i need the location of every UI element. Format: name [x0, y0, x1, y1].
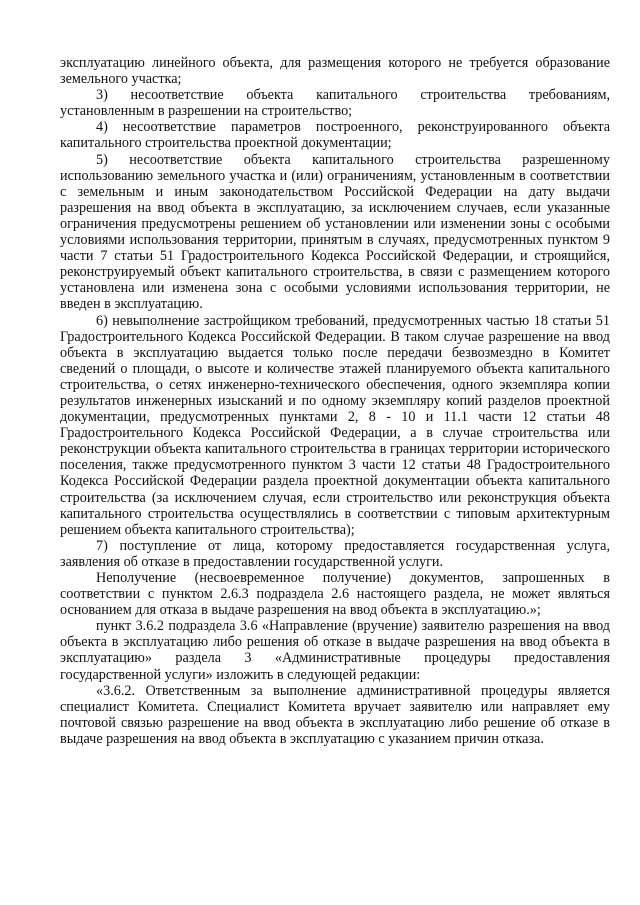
paragraph-item-4: 4) несоответствие параметров построенного, реконструированного объекта капитального строительства проектной документации; — [60, 119, 610, 152]
paragraph-item-5: 5) несоответствие объекта капитального строительства разрешенному использованию земельного участка и (или) ограничениям, установленным в соответствии с земельным и иным законодательством Российской Федерации на дату выдачи разрешения на ввод объекта в эксплуатацию, за исключением случаев, если указанные ограничения предусмотрены решением об установлении или изменении зоны с особыми условиями использования территории, принятым в случаях, предусмотренных пунктом 9 части 7 статьи 51 Градостроительного Кодекса Российской Федерации, и строящийся, реконструируемый объект капитального строительства, в связи с размещением которого установлена или изменена зона с особыми условиями использования территории, не введен в эксплуатацию. — [60, 151, 610, 313]
document-page — [60, 55, 610, 747]
paragraph-clause-3-6-2: пункт 3.6.2 подраздела 3.6 «Направление (вручение) заявителю разрешения на ввод объекта в эксплуатацию либо решения об отказе в выдаче разрешения на ввод объекта в эксплуатацию» раздела 3 «Административные процедуры предоставления государственной услуги» изложить в следующей редакции: — [60, 618, 610, 683]
paragraph-item-7: 7) поступление от лица, которому предоставляется государственная услуга, заявления об отказе в предоставлении государственной услуги. — [60, 537, 610, 570]
paragraph-new-wording: «3.6.2. Ответственным за выполнение административной процедуры является специалист Комитета. Специалист Комитета вручает заявителю или направляет ему почтовой связью разрешение на ввод объекта в эксплуатацию либо решение об отказе в выдаче разрешения на ввод объекта в эксплуатацию с указанием причин отказа. — [60, 682, 610, 747]
paragraph-item-6: 6) невыполнение застройщиком требований, предусмотренных частью 18 статьи 51 Градостроительного Кодекса Российской Федерации. В таком случае разрешение на ввод объекта в эксплуатацию выдается только после передачи безвозмездно в Комитет сведений о площади, о высоте и количестве этажей планируемого объекта капитального строительства, о сетях инженерно-технического обеспечения, одного экземпляра копии результатов инженерных изысканий и по одному экземпляру копий разделов проектной документации, предусмотренных пунктами 2, 8 - 10 и 11.1 части 12 статьи 48 Градостроительного Кодекса Российской Федерации, а в случае строительства или реконструкции объекта капитального строительства в границах территории исторического поселения, также предусмотренного пунктом 3 части 12 статьи 48 Градостроительного Кодекса Российской Федерации раздела проектной документации объекта капитального строительства (за исключением случая, если строительство или реконструкция объекта капитального строительства осуществлялись в соответствии с типовым архитектурным решением объекта капитального строительства); — [60, 312, 610, 538]
paragraph-continuation: эксплуатацию линейного объекта, для размещения которого не требуется образование земельного участка; — [60, 55, 610, 88]
paragraph-item-3: 3) несоответствие объекта капитального строительства требованиям, установленным в разрешении на строительство; — [60, 87, 610, 120]
paragraph-nonreceipt: Неполучение (несвоевременное получение) документов, запрошенных в соответствии с пунктом 2.6.3 подраздела 2.6 настоящего раздела, не может являться основанием для отказа в выдаче разрешения на ввод объекта в эксплуатацию.»; — [60, 570, 610, 619]
